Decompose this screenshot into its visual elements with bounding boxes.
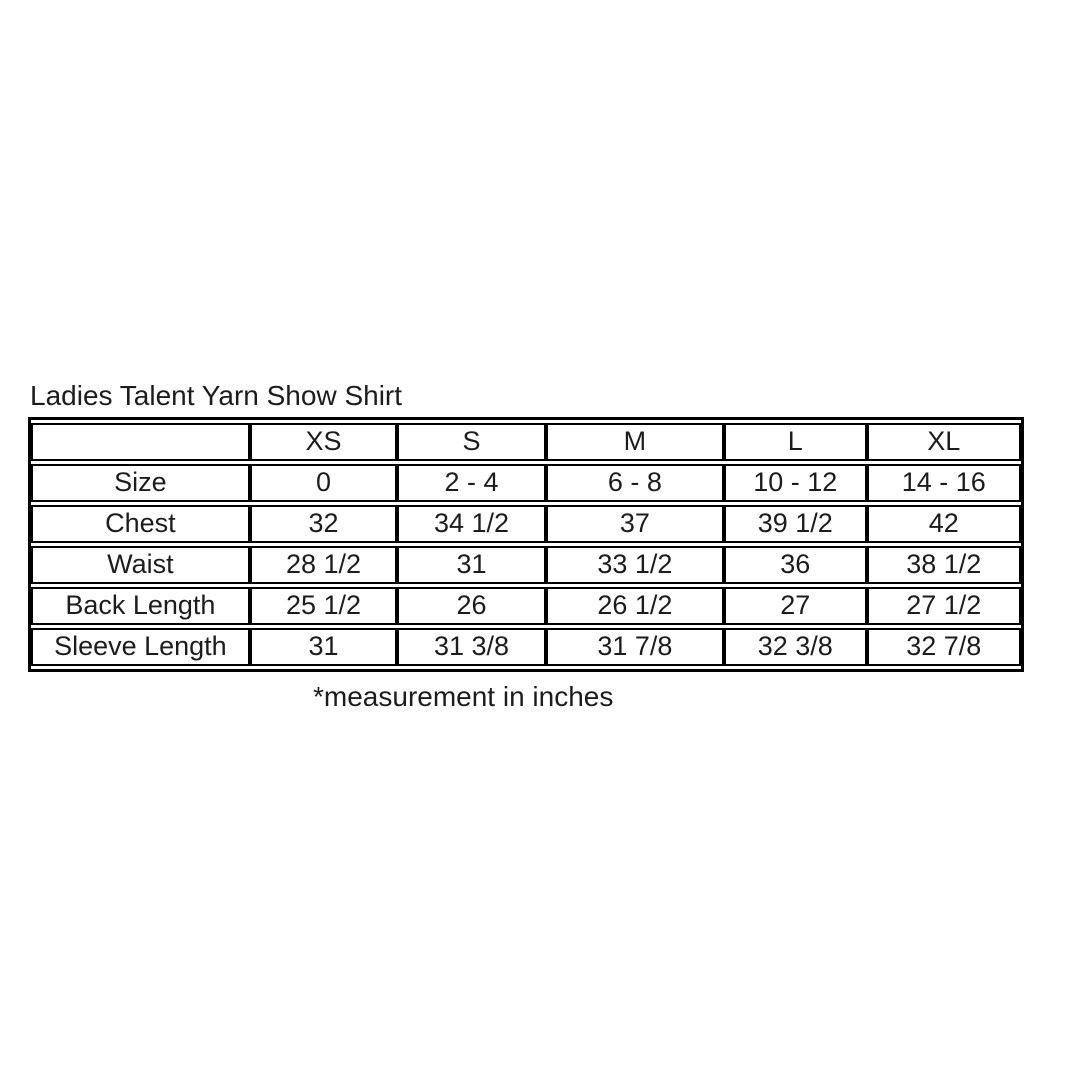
table-cell: 27 1/2	[867, 587, 1021, 625]
table-cell: 26 1/2	[546, 587, 724, 625]
table-row	[31, 546, 1021, 584]
table-row	[31, 464, 1021, 502]
table-cell: 36	[724, 546, 867, 584]
table-row	[31, 505, 1021, 543]
table-cell: 38 1/2	[867, 546, 1021, 584]
table-cell: 2 - 4	[397, 464, 546, 502]
table-cell: 26	[397, 587, 546, 625]
table-cell: 25 1/2	[250, 587, 398, 625]
table-cell: 10 - 12	[724, 464, 867, 502]
column-header-s: S	[397, 423, 546, 461]
table-row	[31, 587, 1021, 625]
table-cell: 6 - 8	[546, 464, 724, 502]
table-cell: 32 3/8	[724, 628, 867, 666]
row-label: Back Length	[31, 587, 250, 625]
row-label: Waist	[31, 546, 250, 584]
column-header-xs: XS	[250, 423, 398, 461]
column-header-m: M	[546, 423, 724, 461]
size-chart-page	[28, 381, 1024, 713]
table-cell: 0	[250, 464, 398, 502]
size-chart-table	[28, 417, 1024, 672]
table-cell: 34 1/2	[397, 505, 546, 543]
table-cell: 27	[724, 587, 867, 625]
column-header-blank	[31, 423, 250, 461]
column-header-xl: XL	[867, 423, 1021, 461]
column-header-l: L	[724, 423, 867, 461]
table-cell: 32	[250, 505, 398, 543]
table-cell: 37	[546, 505, 724, 543]
table-row	[31, 628, 1021, 666]
table-cell: 31	[397, 546, 546, 584]
page-title: Ladies Talent Yarn Show Shirt	[30, 380, 403, 411]
table-cell: 33 1/2	[546, 546, 724, 584]
measurement-footnote: *measurement in inches	[313, 680, 614, 712]
table-cell: 14 - 16	[867, 464, 1021, 502]
table-body	[31, 464, 1021, 666]
table-cell: 39 1/2	[724, 505, 867, 543]
row-label: Chest	[31, 505, 250, 543]
table-cell: 42	[867, 505, 1021, 543]
table-cell: 31 3/8	[397, 628, 546, 666]
table-cell: 31	[250, 628, 398, 666]
table-cell: 28 1/2	[250, 546, 398, 584]
header-row	[31, 423, 1021, 461]
table-cell: 31 7/8	[546, 628, 724, 666]
row-label: Size	[31, 464, 250, 502]
table-cell: 32 7/8	[867, 628, 1021, 666]
row-label: Sleeve Length	[31, 628, 250, 666]
